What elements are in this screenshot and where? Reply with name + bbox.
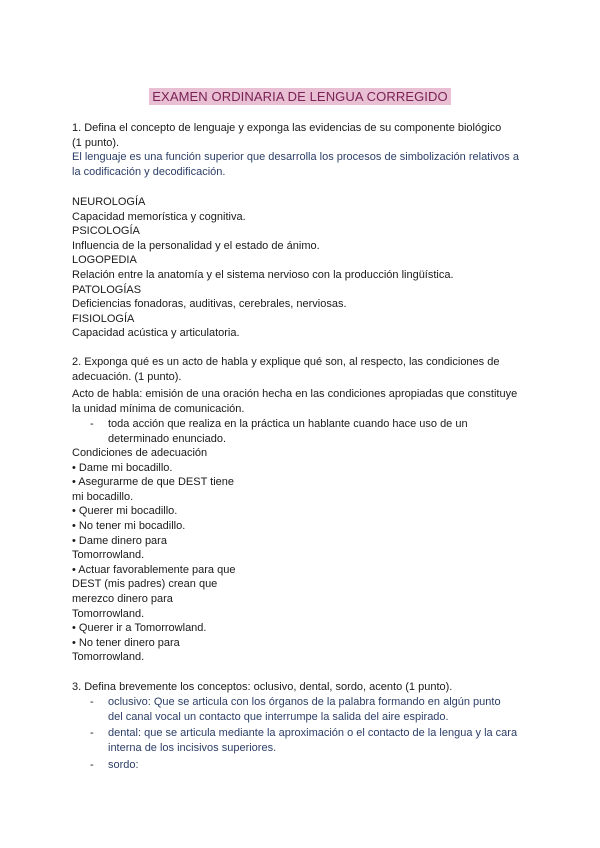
q1-sections — [72, 195, 542, 341]
condition-line: Tomorrowland. — [72, 549, 145, 562]
section-text: Influencia de la personalidad y el estado de ánimo. — [72, 239, 320, 252]
section-heading: LOGOPEDIA — [72, 254, 137, 267]
dash-marker: - — [90, 759, 94, 771]
dash-item-line: determinado enunciado. — [108, 432, 227, 445]
condition-line: • Actuar favorablemente para que — [72, 563, 236, 576]
section-heading: FISIOLOGÍA — [72, 312, 135, 325]
q3-item-line: sordo: — [108, 759, 139, 771]
q3-prompt-line: 3. Defina brevemente los conceptos: oclusivo, dental, sordo, acento (1 punto). — [72, 681, 453, 693]
condition-line: mi bocadillo. — [72, 490, 134, 503]
section-text: Relación entre la anatomía y el sistema nervioso con la producción lingüística. — [72, 268, 454, 281]
condition-line: DEST (mis padres) crean que — [72, 578, 218, 591]
q3-item-oclusivo — [90, 695, 540, 724]
q3-item-dental — [90, 726, 540, 755]
q3-item-line: oclusivo: Que se articula con los órganos de la palabra formando en algún punto — [108, 696, 501, 708]
q3-item-line: del canal vocal un contacto que interrumpe la salida del aire espirado. — [108, 710, 449, 723]
q2-prompt-line: adecuación. (1 punto). — [72, 370, 182, 383]
q2-dash-item — [90, 417, 540, 446]
q3-prompt — [72, 680, 542, 695]
section-heading: PATOLOGÍAS — [72, 283, 142, 296]
q1-prompt — [72, 121, 542, 150]
section-text: Deficiencias fonadoras, auditivas, cerebrales, nerviosas. — [72, 298, 347, 311]
dash-marker: - — [90, 696, 94, 708]
section-heading: PSICOLOGÍA — [72, 225, 140, 238]
q3-item-line: interna de los incisivos superiores. — [108, 741, 277, 754]
page-title: EXAMEN ORDINARIA DE LENGUA CORREGIDO — [149, 88, 450, 105]
q2-def-line: Acto de habla: emisión de una oración hecha en las condiciones apropiadas que constituye — [72, 388, 518, 400]
condition-line: Condiciones de adecuación — [72, 447, 208, 459]
q2-def-line: la unidad mínima de comunicación. — [72, 402, 245, 415]
q1-prompt-line: (1 punto). — [72, 136, 120, 149]
dash-marker: - — [90, 418, 94, 430]
condition-line: • Querer ir a Tomorrowland. — [72, 622, 207, 635]
section-text: Capacidad memorística y cognitiva. — [72, 210, 246, 223]
condition-line: Tomorrowland. — [72, 651, 145, 664]
q1-answer — [72, 150, 542, 179]
q2-prompt-line: 2. Exponga qué es un acto de habla y explique qué son, al respecto, las condiciones de — [72, 356, 500, 368]
q2-conditions — [72, 446, 542, 665]
q2-definition — [72, 387, 542, 416]
q3-item-line: dental: que se articula mediante la aproximación o el contacto de la lengua y la cara — [108, 727, 518, 739]
condition-line: merezco dinero para — [72, 592, 173, 605]
condition-line: • Querer mi bocadillo. — [72, 505, 178, 518]
q3-item-sordo — [90, 758, 540, 773]
q1-answer-line: El lenguaje es una función superior que desarrolla los procesos de simbolización relativos a — [72, 151, 519, 163]
q1-answer-line: la codificación y decodificación. — [72, 165, 226, 178]
condition-line: Tomorrowland. — [72, 607, 145, 620]
condition-line: • No tener mi bocadillo. — [72, 519, 186, 532]
condition-line: • No tener dinero para — [72, 636, 180, 649]
dash-marker: - — [90, 727, 94, 739]
title-wrap — [0, 88, 600, 105]
q2-prompt — [72, 355, 542, 384]
section-text: Capacidad acústica y articulatoria. — [72, 327, 240, 340]
condition-line: • Dame mi bocadillo. — [72, 461, 173, 474]
dash-item-line: toda acción que realiza en la práctica un hablante cuando hace uso de un — [108, 418, 468, 430]
section-heading: NEUROLOGÍA — [72, 196, 146, 208]
q1-prompt-line: 1. Defina el concepto de lenguaje y exponga las evidencias de su componente biológico — [72, 122, 502, 134]
condition-line: • Asegurarme de que DEST tiene — [72, 476, 235, 489]
condition-line: • Dame dinero para — [72, 534, 167, 547]
